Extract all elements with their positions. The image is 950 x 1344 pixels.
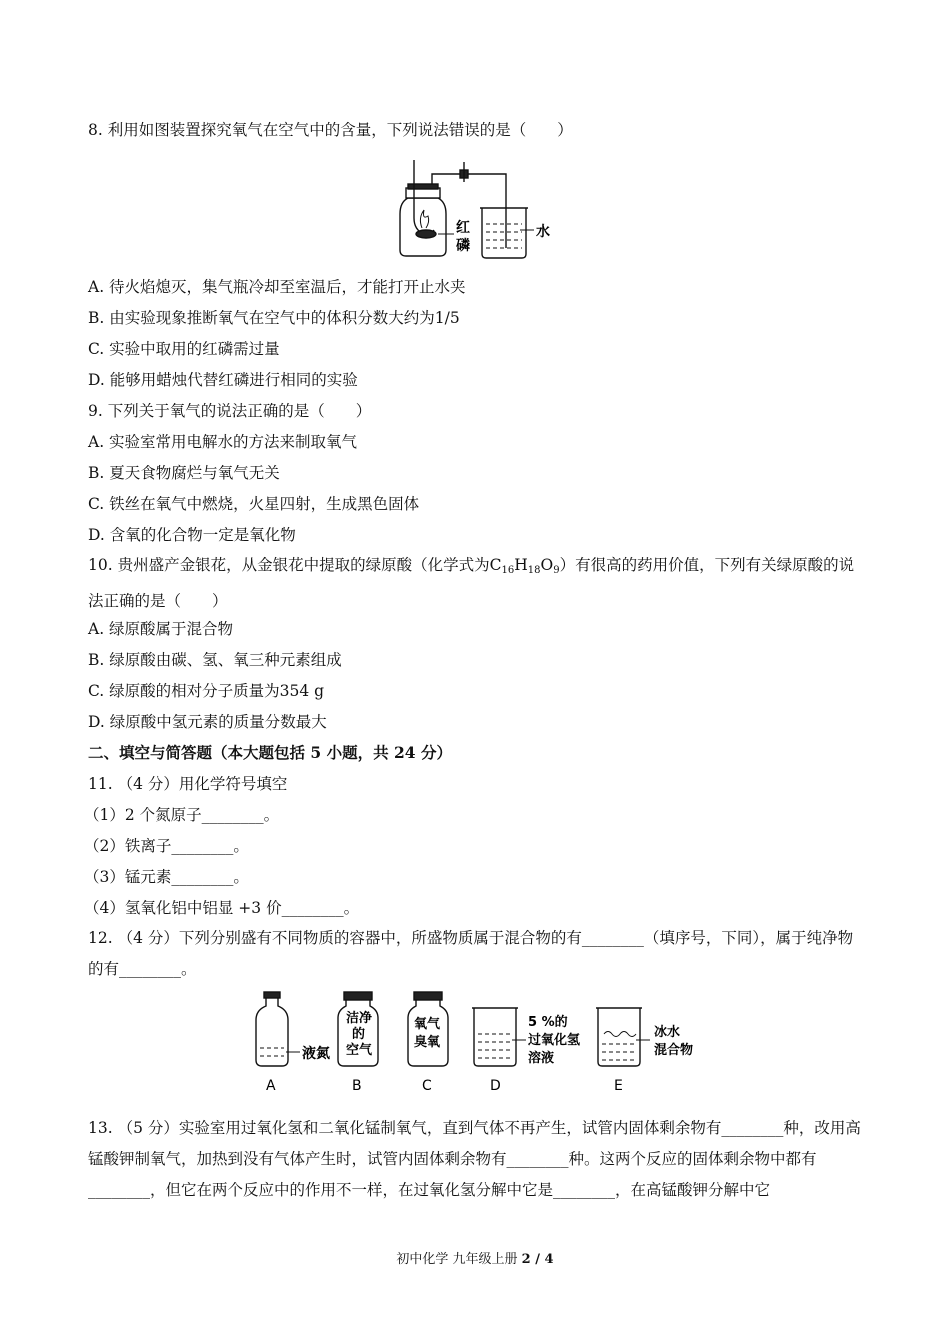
container-a-letter: A [266,1078,276,1094]
q10-stem-before: 10. 贵州盛产金银花，从金银花中提取的绿原酸（化学式为 [88,556,490,574]
container-e-label-1: 冰水 [654,1025,681,1040]
chemical-formula: $C_{16}H_{18}O_9$ [489,556,560,576]
q11-stem: 11. （4 分）用化学符号填空 [88,775,288,793]
container-b-label-3: 空气 [346,1043,373,1058]
q8-stem: 8. 利用如图装置探究氧气在空气中的含量，下列说法错误的是（ ） [88,121,573,139]
q8-option-b: B. 由实验现象推断氧气在空气中的体积分数大约为1/5 [88,309,460,327]
container-b-letter: B [352,1078,362,1094]
section-2-title: 二、填空与简答题（本大题包括 5 小题，共 24 分） [88,743,452,762]
container-d-label-1: 5 %的 [528,1015,568,1030]
q8-option-a: A. 待火焰熄灭，集气瓶冷却至室温后，才能打开止水夹 [88,278,466,296]
page-number: 2 [521,1252,531,1267]
q9-option-d: D. 含氧的化合物一定是氧化物 [88,526,296,544]
phosphorus-label: 磷 [456,238,470,254]
q12-containers-figure [250,990,700,1100]
red-label: 红 [456,220,470,236]
q9-stem: 9. 下列关于氧气的说法正确的是（ ） [88,402,372,420]
q10-option-a: A. 绿原酸属于混合物 [88,620,234,638]
q9-option-c: C. 铁丝在氧气中燃烧，火星四射，生成黑色固体 [88,495,420,513]
q11-item-3: （3）锰元素________。 [84,868,249,886]
container-b-label-1: 洁净 [346,1011,373,1026]
q8-option-d: D. 能够用蜡烛代替红磷进行相同的实验 [88,371,358,389]
container-a-label: 液氮 [302,1046,330,1062]
q9-option-a: A. 实验室常用电解水的方法来制取氧气 [88,433,358,451]
container-e-label-2: 混合物 [654,1043,694,1058]
q11-item-1: （1）2 个氮原子________。 [84,806,280,824]
q10-stem-after: ）有很高的药用价值，下列有关绿原酸的说法正确的是（ ） [88,556,855,610]
container-e-letter: E [614,1078,623,1094]
q13-stem: 13. （5 分）实验室用过氧化氢和二氧化锰制氧气，直到气体不再产生，试管内固体剩余物有________种，改用高锰酸钾制氧气，加热到没有气体产生时，试管内固体剩余物有________种。这两个反应的固体剩余物中都有________，但它在两个反应中的作用不一样，在过氧化氢分解中它是________，在高锰酸钾分解中它 [88,1119,861,1199]
container-d-label-2: 过氧化氢 [528,1033,581,1048]
container-d-label-3: 溶液 [528,1051,555,1066]
q10-option-c: C. 绿原酸的相对分子质量为354 g [88,682,325,700]
q11-item-4: （4）氢氧化铝中铝显 +3 价________。 [84,899,360,917]
q10-option-b: B. 绿原酸由碳、氢、氧三种元素组成 [88,651,342,669]
container-c-label-2: 臭氧 [414,1035,441,1050]
q11-item-2: （2）铁离子________。 [84,837,249,855]
q8-apparatus-figure [396,158,556,260]
container-d-letter: D [490,1078,501,1094]
q12-stem: 12. （4 分）下列分别盛有不同物质的容器中，所盛物质属于混合物的有________（填序号，下同），属于纯净物的有________。 [88,929,854,978]
container-b-label-2: 的 [352,1027,366,1042]
container-c-letter: C [422,1078,432,1094]
q10-stem [88,550,864,617]
footer-text: 初中化学 九年级上册 [396,1252,522,1267]
q9-option-b: B. 夏天食物腐烂与氧气无关 [88,464,280,482]
page-footer [0,1248,950,1267]
page-separator: / [530,1252,545,1267]
water-label: 水 [536,224,550,240]
q8-option-c: C. 实验中取用的红磷需过量 [88,340,280,358]
page-total: 4 [544,1252,554,1267]
q10-option-d: D. 绿原酸中氢元素的质量分数最大 [88,713,327,731]
container-c-label-1: 氧气 [414,1017,441,1032]
